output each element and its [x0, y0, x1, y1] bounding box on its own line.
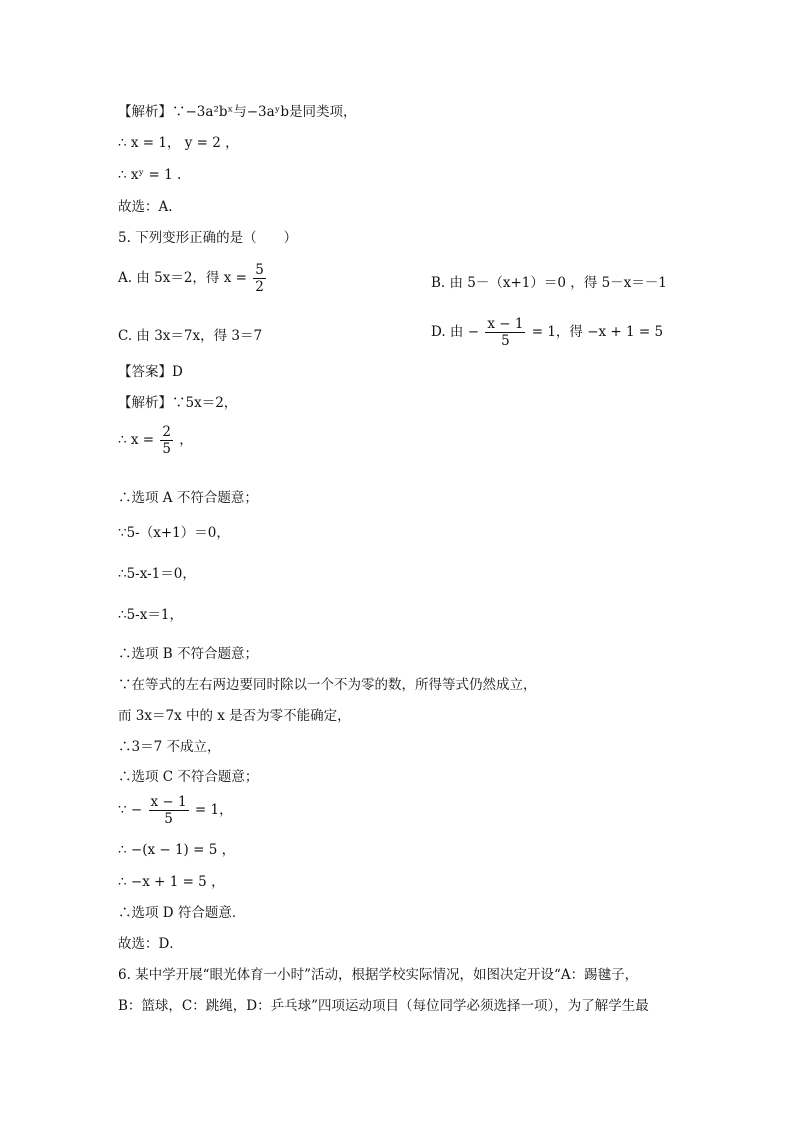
- option-d: [431, 316, 663, 349]
- exp-line-1: 【解析】∵5x＝2，: [118, 395, 238, 411]
- exp-line-12: [118, 794, 233, 827]
- question-6-line-1: 6. 某中学开展“眼光体育一小时”活动，根据学校实际情况，如图决定开设“A：踢毽子，: [118, 967, 639, 983]
- exp-line-2-pre: ∴ x =: [118, 432, 155, 448]
- exp-line-7: ∴选项 B 不符合题意；: [118, 646, 259, 662]
- exp-line-5: ∴5-x-1＝0，: [118, 566, 196, 582]
- exp-line-8: ∵在等式的左右两边要同时除以一个不为零的数，所得等式仍然成立，: [118, 677, 537, 693]
- exp-line-14: ∴ −x + 1 = 5 ，: [118, 874, 225, 890]
- answer-label: 【答案】D: [118, 364, 183, 380]
- exp-line-12-post: = 1，: [194, 802, 233, 818]
- option-d-denominator: 5: [501, 333, 510, 349]
- exp-line-13: ∴ −(x − 1) = 5 ，: [118, 842, 236, 858]
- question-6-line-2: B：篮球，C：跳绳，D：乒乓球”四项运动项目（每位同学必须选择一项），为了解学生最: [118, 998, 649, 1014]
- exp-line-15: ∴选项 D 符合题意．: [118, 905, 246, 921]
- option-a: [118, 262, 268, 295]
- line-p4-3: ∴ xʸ = 1 .: [118, 167, 182, 183]
- option-a-text: A. 由 5x＝2，得 x =: [118, 270, 247, 286]
- exp-line-6: ∴5-x＝1，: [118, 607, 183, 623]
- exp-line-11: ∴选项 C 不符合题意；: [118, 769, 259, 785]
- option-d-post: = 1，得 −x + 1 = 5: [531, 324, 664, 340]
- exp-line-9: 而 3x＝7x 中的 x 是否为零不能确定，: [118, 708, 351, 724]
- option-d-pre: D. 由 −: [431, 324, 480, 340]
- line-p4-2: ∴ x = 1， y = 2 ，: [118, 135, 239, 151]
- option-d-numerator: x − 1: [487, 316, 524, 332]
- option-b: B. 由 5－（x+1）＝0 ，得 5－x＝－1: [431, 275, 667, 291]
- exp-line-2-numerator: 2: [162, 424, 171, 440]
- exp-line-3: ∴选项 A 不符合题意；: [118, 490, 258, 506]
- exp-line-4: ∵5-（x+1）＝0，: [118, 525, 230, 541]
- option-a-denominator: 2: [255, 279, 264, 295]
- exp-line-12-denominator: 5: [164, 811, 173, 827]
- question-5-title: 5. 下列变形正确的是（ ）: [118, 230, 298, 246]
- option-a-fraction: [253, 262, 266, 295]
- exp-line-12-numerator: x − 1: [150, 794, 187, 810]
- exp-line-16: 故选：D．: [118, 936, 183, 952]
- option-c: C. 由 3x＝7x，得 3＝7: [118, 328, 263, 344]
- exp-line-2: [118, 424, 193, 457]
- exp-line-2-fraction: [160, 424, 173, 457]
- line-p4-4: 故选：A.: [118, 199, 173, 215]
- exp-line-2-post: ，: [179, 432, 193, 448]
- exp-line-10: ∴3＝7 不成立，: [118, 739, 221, 755]
- option-d-fraction: [485, 316, 525, 349]
- exp-line-12-fraction: [149, 794, 189, 827]
- line-p4-1: 【解析】∵−3a²bˣ与−3aʸb是同类项，: [118, 104, 357, 120]
- exp-line-2-denominator: 5: [162, 441, 171, 457]
- option-a-numerator: 5: [255, 262, 264, 278]
- exp-line-12-pre: ∵ −: [118, 802, 143, 818]
